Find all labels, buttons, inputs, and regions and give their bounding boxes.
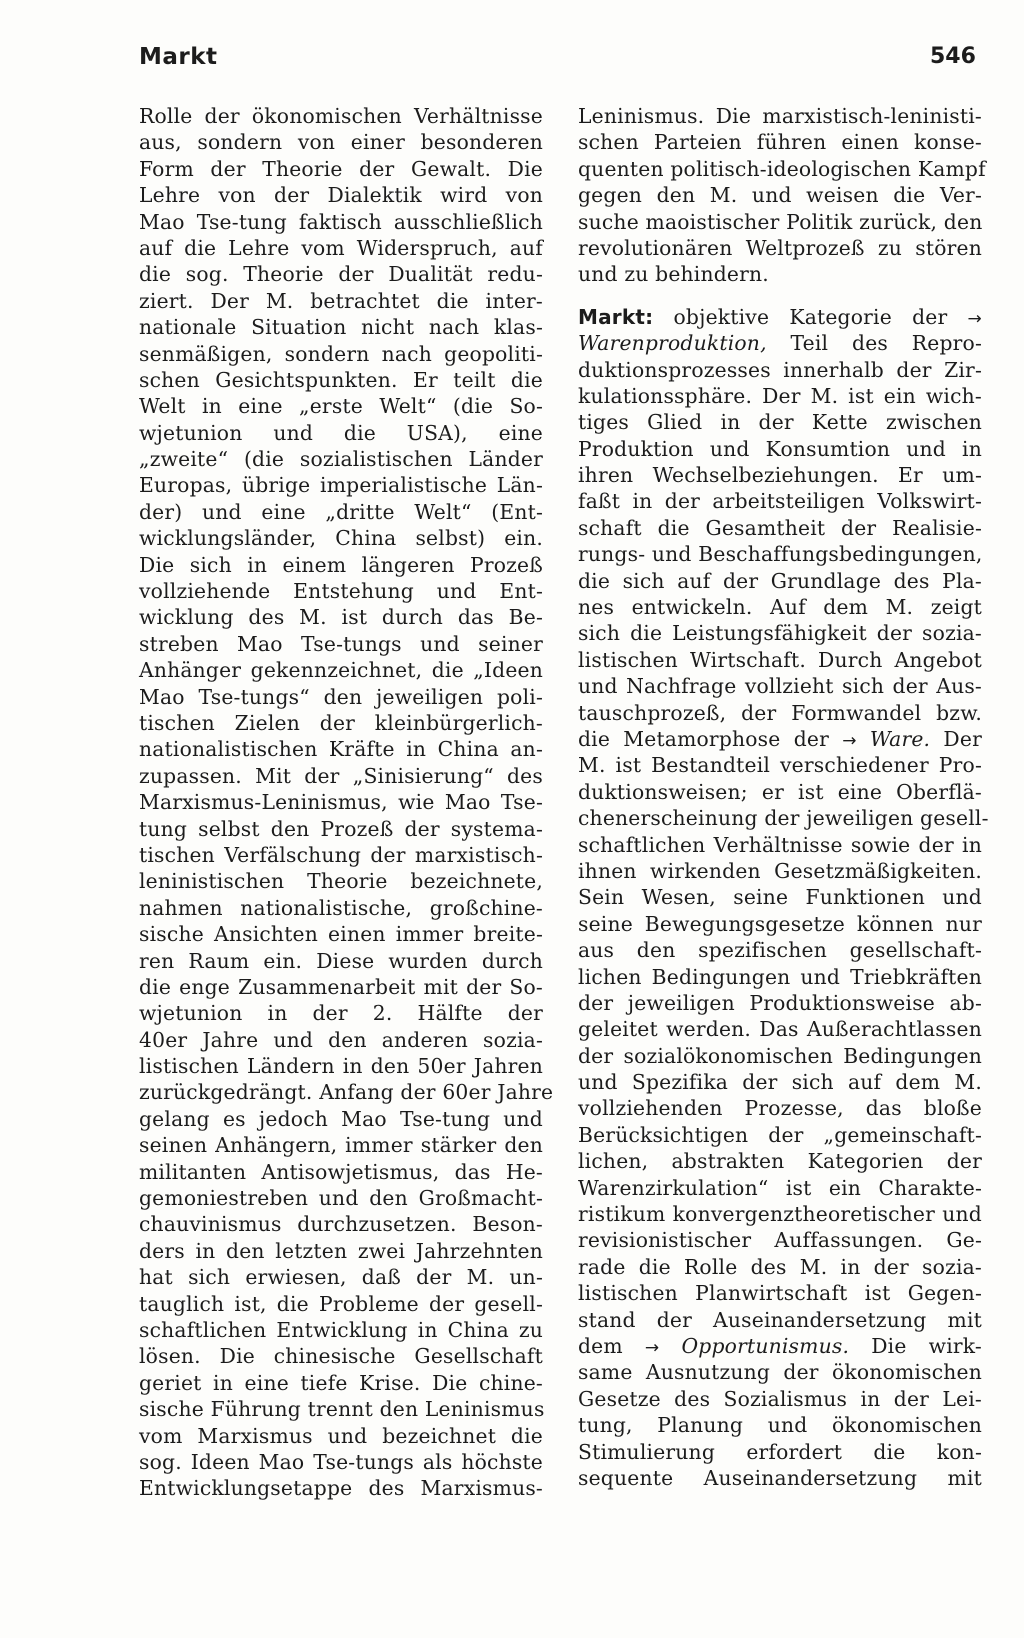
text-line: sische Führung trennt den Leninismus: [139, 1397, 545, 1422]
entry-line: [578, 330, 982, 356]
cross-reference-arrow-icon: →: [967, 308, 982, 329]
cross-reference-ware[interactable]: Ware.: [869, 726, 931, 751]
text-line: ristikum konvergenztheoretischer und: [578, 1202, 982, 1227]
text-line: nes entwickeln. Auf dem M. zeigt: [578, 595, 982, 620]
text-line: schaftlichen Verhältnisse sowie der in: [578, 832, 982, 857]
text-line: Europas, übrige imperialistische Län-: [139, 473, 543, 498]
text-line: Form der Theorie der Gewalt. Die: [139, 156, 543, 181]
text-line: tischen Zielen der kleinbürgerlich-: [139, 710, 543, 735]
text-line: Die sich in einem längeren Prozeß: [139, 552, 543, 577]
page-number: 546: [930, 44, 976, 69]
text-line: lösen. Die chinesische Gesellschaft: [139, 1344, 543, 1369]
text-line: rungs- und Beschaffungsbedingungen,: [578, 542, 983, 567]
text-line: leninistischen Theorie bezeichnete,: [139, 869, 543, 894]
text-line: wicklung des M. ist durch das Be-: [139, 605, 543, 630]
text-line: tung, Planung und ökonomischen: [578, 1413, 982, 1438]
text-line: geleitet werden. Das Außerachtlassen: [578, 1017, 982, 1042]
text-line: tung selbst den Prozeß der systema-: [139, 816, 543, 841]
running-head-title: Markt: [139, 44, 218, 70]
text-line: Entwicklungsetappe des Marxismus-: [139, 1476, 543, 1501]
text-line: Lehre von der Dialektik wird von: [139, 183, 543, 208]
text-line: ihnen wirkenden Gesetzmäßigkeiten.: [578, 858, 982, 883]
text-line: Rolle der ökonomischen Verhältnisse: [139, 104, 543, 128]
entry-text: Teil des Repro-: [766, 331, 982, 356]
cross-reference-warenproduktion[interactable]: Warenproduktion,: [578, 331, 767, 356]
text-line: tischen Verfälschung der marxistisch-: [139, 842, 543, 867]
text-line: „zweite“ (die sozialistischen Länder: [139, 447, 543, 472]
text-line: listischen Planwirtschaft ist Gegen-: [578, 1281, 982, 1306]
text-line: quenten politisch-ideologischen Kampf: [578, 156, 986, 181]
text-line: hat sich erwiesen, daß der M. un-: [139, 1265, 543, 1290]
text-line: schen Gesichtspunkten. Er teilt die: [139, 367, 543, 392]
text-line: Leninismus. Die marxistisch-leninisti-: [578, 104, 982, 128]
text-line: geriet in eine tiefe Krise. Die chine-: [139, 1370, 543, 1395]
text-line: Produktion und Konsumtion und in: [578, 436, 982, 461]
right-column-continuation: [578, 103, 986, 288]
text-line: gegen den M. und weisen die Ver-: [578, 183, 982, 208]
text-line: schaft die Gesamtheit der Realisie-: [578, 515, 982, 540]
text-line: Sein Wesen, seine Funktionen und: [578, 885, 982, 910]
cross-reference-arrow-icon: →: [644, 1337, 660, 1358]
entry-text: dem: [578, 1333, 645, 1358]
text-line: duktionsweisen; er ist eine Oberflä-: [578, 779, 982, 804]
text-line: und Nachfrage vollzieht sich der Aus-: [578, 674, 982, 699]
text-line: gelang es jedoch Mao Tse-tung und: [139, 1106, 543, 1131]
text-line: schen Parteien führen einen konse-: [578, 130, 982, 155]
text-line: schaftlichen Entwicklung in China zu: [139, 1317, 543, 1342]
text-line: wjetunion und die USA), eine: [139, 420, 543, 445]
text-line: zurückgedrängt. Anfang der 60er Jahre: [139, 1080, 554, 1105]
right-column: [578, 103, 989, 1491]
text-line: der sozialökonomischen Bedingungen: [578, 1043, 982, 1068]
text-line: vom Marxismus und bezeichnet die: [139, 1423, 543, 1448]
text-line: faßt in der arbeitsteiligen Volkswirt-: [578, 489, 982, 514]
text-line: listischen Ländern in den 50er Jahren: [139, 1054, 543, 1079]
text-line: vollziehende Entstehung und Ent-: [139, 579, 543, 604]
text-line: same Ausnutzung der ökonomischen: [578, 1360, 982, 1385]
text-line: sich die Leistungsfähigkeit der sozia-: [578, 621, 982, 646]
text-line: auf die Lehre vom Widerspruch, auf: [139, 235, 543, 260]
text-line: ziert. Der M. betrachtet die inter-: [139, 288, 543, 313]
text-line: militanten Antisowjetismus, das He-: [139, 1159, 543, 1184]
text-line: Mao Tse-tung faktisch ausschließlich: [139, 209, 543, 234]
text-line: M. ist Bestandteil verschiedener Pro-: [578, 753, 982, 778]
entry-text: die Metamorphose der: [578, 726, 843, 751]
text-line: zupassen. Mit der „Sinisierung“ des: [139, 763, 543, 788]
entry-text: Die wirk-: [849, 1333, 982, 1358]
text-line: Warenzirkulation“ ist ein Charakte-: [578, 1175, 982, 1200]
text-line: Mao Tse-tungs“ den jeweiligen poli-: [139, 684, 543, 709]
text-line: nationalistischen Kräfte in China an-: [139, 737, 543, 762]
entry-body: [578, 1359, 982, 1491]
text-line: ihren Wechselbeziehungen. Er um-: [578, 463, 982, 488]
text-line: kulationssphäre. Der M. ist ein wich-: [578, 383, 982, 408]
text-line: der jeweiligen Produktionsweise ab-: [578, 990, 982, 1015]
text-line: duktionsprozesses innerhalb der Zir-: [578, 357, 982, 382]
entry-keyword: Markt:: [578, 304, 654, 329]
entry-body: [578, 752, 989, 1333]
text-line: revolutionären Weltprozeß zu stören: [578, 235, 982, 260]
text-line: nahmen nationalistische, großchine-: [139, 895, 543, 920]
text-line: der) und eine „dritte Welt“ (Ent-: [139, 499, 543, 524]
text-line: suche maoistischer Politik zurück, den: [578, 209, 983, 234]
left-column: [139, 103, 554, 1502]
entry-line: [578, 726, 982, 752]
text-line: tauglich ist, die Probleme der gesell-: [139, 1291, 543, 1316]
entry-markt: [578, 304, 989, 1492]
text-line: senmäßigen, sondern nach geopoliti-: [139, 341, 543, 366]
text-line: streben Mao Tse-tungs und seiner: [139, 631, 543, 656]
text-line: 40er Jahre und den anderen sozia-: [139, 1027, 543, 1052]
text-line: Anhänger gekennzeichnet, die „Ideen: [139, 658, 543, 683]
text-line: rade die Rolle des M. in der sozia-: [578, 1254, 982, 1279]
cross-reference-arrow-icon: →: [842, 730, 857, 751]
text-line: lichen, abstrakten Kategorien der: [578, 1149, 982, 1174]
entry-gap: [578, 288, 982, 304]
text-line: tauschprozeß, der Formwandel bzw.: [578, 700, 982, 725]
entry-line: [578, 1333, 982, 1359]
text-line: gemoniestreben und den Großmacht-: [139, 1186, 543, 1211]
text-line: seine Bewegungsgesetze können nur: [578, 911, 982, 936]
text-line: stand der Auseinandersetzung mit: [578, 1307, 982, 1332]
text-line: sequente Auseinandersetzung mit: [578, 1465, 982, 1490]
entry-text: Der: [930, 726, 982, 751]
text-line: lichen Bedingungen und Triebkräften: [578, 964, 982, 989]
text-line: und Spezifika der sich auf dem M.: [578, 1070, 982, 1095]
text-line: und zu behindern.: [578, 262, 769, 287]
text-line: sische Ansichten einen immer breite-: [139, 922, 543, 947]
text-line: seinen Anhängern, immer stärker den: [139, 1133, 543, 1158]
text-line: ders in den letzten zwei Jahrzehnten: [139, 1238, 543, 1263]
text-line: nationale Situation nicht nach klas-: [139, 315, 543, 340]
text-line: die enge Zusammenarbeit mit der So-: [139, 974, 543, 999]
text-line: aus den spezifischen gesellschaft-: [578, 938, 982, 963]
text-line: listischen Wirtschaft. Durch Angebot: [578, 647, 982, 672]
text-line: tiges Glied in der Kette zwischen: [578, 410, 982, 435]
text-line: wicklungsländer, China selbst) ein.: [139, 526, 543, 551]
text-line: chenerscheinung der jeweiligen gesell-: [578, 806, 989, 831]
text-line: ren Raum ein. Diese wurden durch: [139, 948, 543, 973]
text-line: die sog. Theorie der Dualität redu-: [139, 262, 543, 287]
text-line: revisionistischer Auffassungen. Ge-: [578, 1228, 982, 1253]
text-line: die sich auf der Grundlage des Pla-: [578, 568, 982, 593]
text-line: Stimulierung erfordert die kon-: [578, 1439, 982, 1464]
entry-body: [578, 357, 982, 726]
entry-line: [578, 304, 982, 330]
text-line: Marxismus-Leninismus, wie Mao Tse-: [139, 790, 543, 815]
cross-reference-opportunismus[interactable]: Opportunismus.: [681, 1333, 850, 1358]
text-line: Gesetze des Sozialismus in der Lei-: [578, 1386, 982, 1411]
text-line: Berücksichtigen der „gemeinschaft-: [578, 1122, 982, 1147]
text-line: chauvinismus durchzusetzen. Beson-: [139, 1212, 543, 1237]
text-line: Welt in eine „erste Welt“ (die So-: [139, 394, 543, 419]
text-line: aus, sondern von einer besonderen: [139, 130, 543, 155]
text-line: sog. Ideen Mao Tse-tungs als höchste: [139, 1449, 543, 1474]
entry-text: objektive Kategorie der: [653, 304, 968, 329]
text-line: vollziehenden Prozesse, das bloße: [578, 1096, 982, 1121]
text-line: wjetunion in der 2. Hälfte der: [139, 1001, 543, 1026]
